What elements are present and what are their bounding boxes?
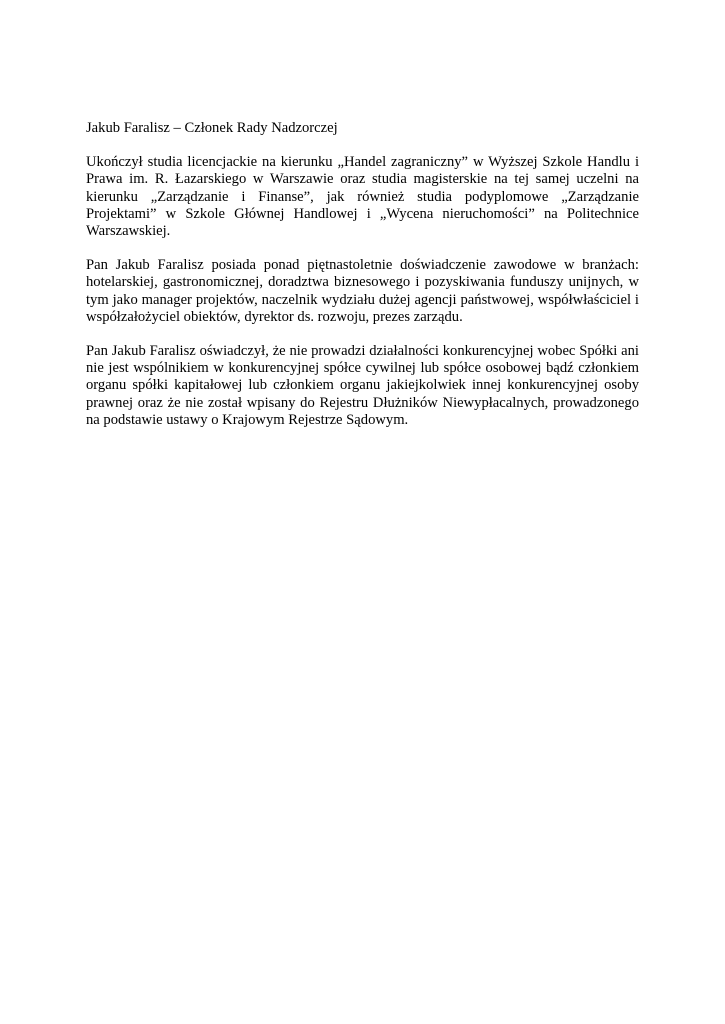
paragraph-declaration: Pan Jakub Faralisz oświadczył, że nie prowadzi działalności konkurencyjnej wobec Spółki ani nie jest wspólnikiem w konkurencyjnej spółce cywilnej lub spółce osobowej bądź członkiem organu spółki kapitałowej lub członkiem organu jakiejkolwiek innej konkurencyjnej osoby prawnej oraz że nie został wpisany do Rejestru Dłużników Niewypłacalnych, prowadzonego na podstawie ustawy o Krajowym Rejestrze Sądowym. (86, 343, 639, 428)
document-heading: Jakub Faralisz – Członek Rady Nadzorczej (86, 120, 338, 136)
paragraph-education: Ukończył studia licencjackie na kierunku „Handel zagraniczny” w Wyższej Szkole Handlu i Prawa im. R. Łazarskiego w Warszawie oraz studia magisterskie na tej samej uczelni na kierunku „Zarządzanie i Finanse”, jak również studia podyplomowe „Zarządzanie Projektami” w Szkole Głównej Handlowej i „Wycena nieruchomości” na Politechnice Warszawskiej. (86, 154, 639, 240)
paragraph-experience: Pan Jakub Faralisz posiada ponad piętnastoletnie doświadczenie zawodowe w branżach: hotelarskiej, gastronomicznej, doradztwa biznesowego i pozyskiwania funduszy unijnych, w tym jako manager projektów, naczelnik wydziału dużej agencji państwowej, współwłaściciel i współzałożyciel obiektów, dyrektor ds. rozwoju, prezes zarządu. (86, 257, 639, 325)
document-body (86, 120, 639, 446)
